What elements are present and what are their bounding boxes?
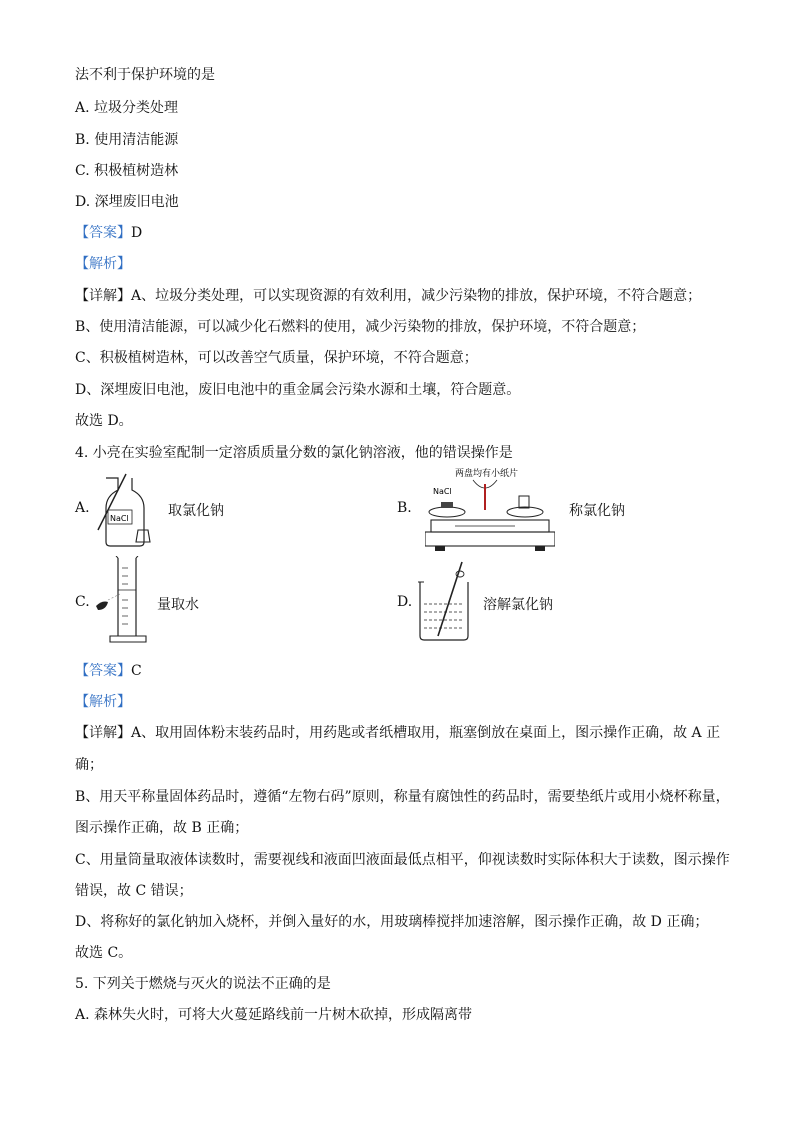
q4-option-d-letter: D. — [397, 594, 413, 610]
q4-detail-line-1 — [75, 724, 720, 742]
q4-detail-line-6: 错误，故 C 错误； — [75, 883, 193, 899]
balance-left-label: NaCl — [433, 487, 452, 496]
q3-detail-line-2: B、使用清洁能源，可以减少化石燃料的使用，减少污染物的排放，保护环境，不符合题意； — [75, 319, 646, 335]
q4-option-b-letter: B. — [397, 500, 412, 516]
q5-option-a: A. 森林失火时，可将大火蔓延路线前一片树木砍掉，形成隔离带 — [75, 1007, 473, 1023]
paper-note: 两盘均有小纸片 — [455, 469, 519, 479]
q3-stem-tail: 法不利于保护环境的是 — [75, 67, 215, 83]
q4-option-c-letter: C. — [75, 594, 90, 610]
q4-detail-line-7: D、将称好的氯化钠加入烧杯，并倒入量好的水，用玻璃棒搅拌加速溶解，图示操作正确，故 D 正确； — [75, 914, 709, 930]
q4-detail-line-2: 确； — [75, 757, 103, 773]
q4-conclusion: 故选 C。 — [75, 945, 133, 961]
q4-answer-value: C — [131, 663, 142, 679]
graduated-cylinder-figure — [88, 556, 154, 646]
q3-analysis-tag: 【解析】 — [75, 256, 131, 272]
q3-detail-line-4: D、深埋废旧电池，废旧电池中的重金属会污染水源和土壤，符合题意。 — [75, 382, 521, 398]
q4-option-a-label: 取氯化钠 — [168, 503, 224, 519]
q3-option-b: B. 使用清洁能源 — [75, 132, 179, 148]
q4-answer-tag: 【答案】 — [75, 663, 131, 679]
q3-answer — [75, 224, 142, 242]
q4-analysis-tag: 【解析】 — [75, 694, 131, 710]
q3-option-a: A. 垃圾分类处理 — [75, 100, 179, 116]
q4-detail-line-4: 图示操作正确，故 B 正确； — [75, 820, 249, 836]
beaker-stirring-figure — [416, 558, 476, 644]
q3-conclusion: 故选 D。 — [75, 413, 133, 429]
q4-answer — [75, 662, 142, 680]
eye-icon — [96, 602, 108, 611]
q3-detail-tag: 【详解】 — [75, 288, 131, 304]
q3-answer-tag: 【答案】 — [75, 225, 131, 241]
q4-option-c-label: 量取水 — [157, 597, 199, 613]
reagent-bottle-figure — [90, 470, 160, 550]
q3-detail-line-3: C、积极植树造林，可以改善空气质量，保护环境，不符合题意； — [75, 350, 478, 366]
q4-detail-tag: 【详解】 — [75, 725, 131, 741]
balance-figure — [425, 466, 555, 554]
q4-detail-line-3: B、用天平称量固体药品时，遵循“左物右码”原则，称量有腐蚀性的药品时，需要垫纸片或用小烧杯称量， — [75, 789, 730, 805]
q5-stem: 5. 下列关于燃烧与灭火的说法不正确的是 — [75, 976, 331, 992]
q3-detail-text-1: A、垃圾分类处理，可以实现资源的有效利用，减少污染物的排放，保护环境，不符合题意； — [131, 288, 702, 304]
q4-detail-line-5: C、用量筒量取液体读数时，需要视线和液面凹液面最低点相平，仰视读数时实际体积大于读数，图示操作 — [75, 852, 730, 868]
q4-option-d-label: 溶解氯化钠 — [483, 597, 553, 613]
q3-option-c: C. 积极植树造林 — [75, 163, 179, 179]
q4-option-b-label: 称氯化钠 — [569, 503, 625, 519]
q3-option-d: D. 深埋废旧电池 — [75, 194, 179, 210]
q4-stem: 4. 小亮在实验室配制一定溶质质量分数的氯化钠溶液，他的错误操作是 — [75, 445, 513, 461]
q3-answer-value: D — [131, 225, 143, 241]
q3-detail-line-1 — [75, 287, 701, 305]
q4-option-a-letter: A. — [75, 500, 90, 516]
q4-detail-text-1: A、取用固体粉末装药品时，用药匙或者纸槽取用，瓶塞倒放在桌面上，图示操作正确，故 A 正 — [131, 725, 721, 741]
bottle-label: NaCl — [110, 514, 129, 523]
